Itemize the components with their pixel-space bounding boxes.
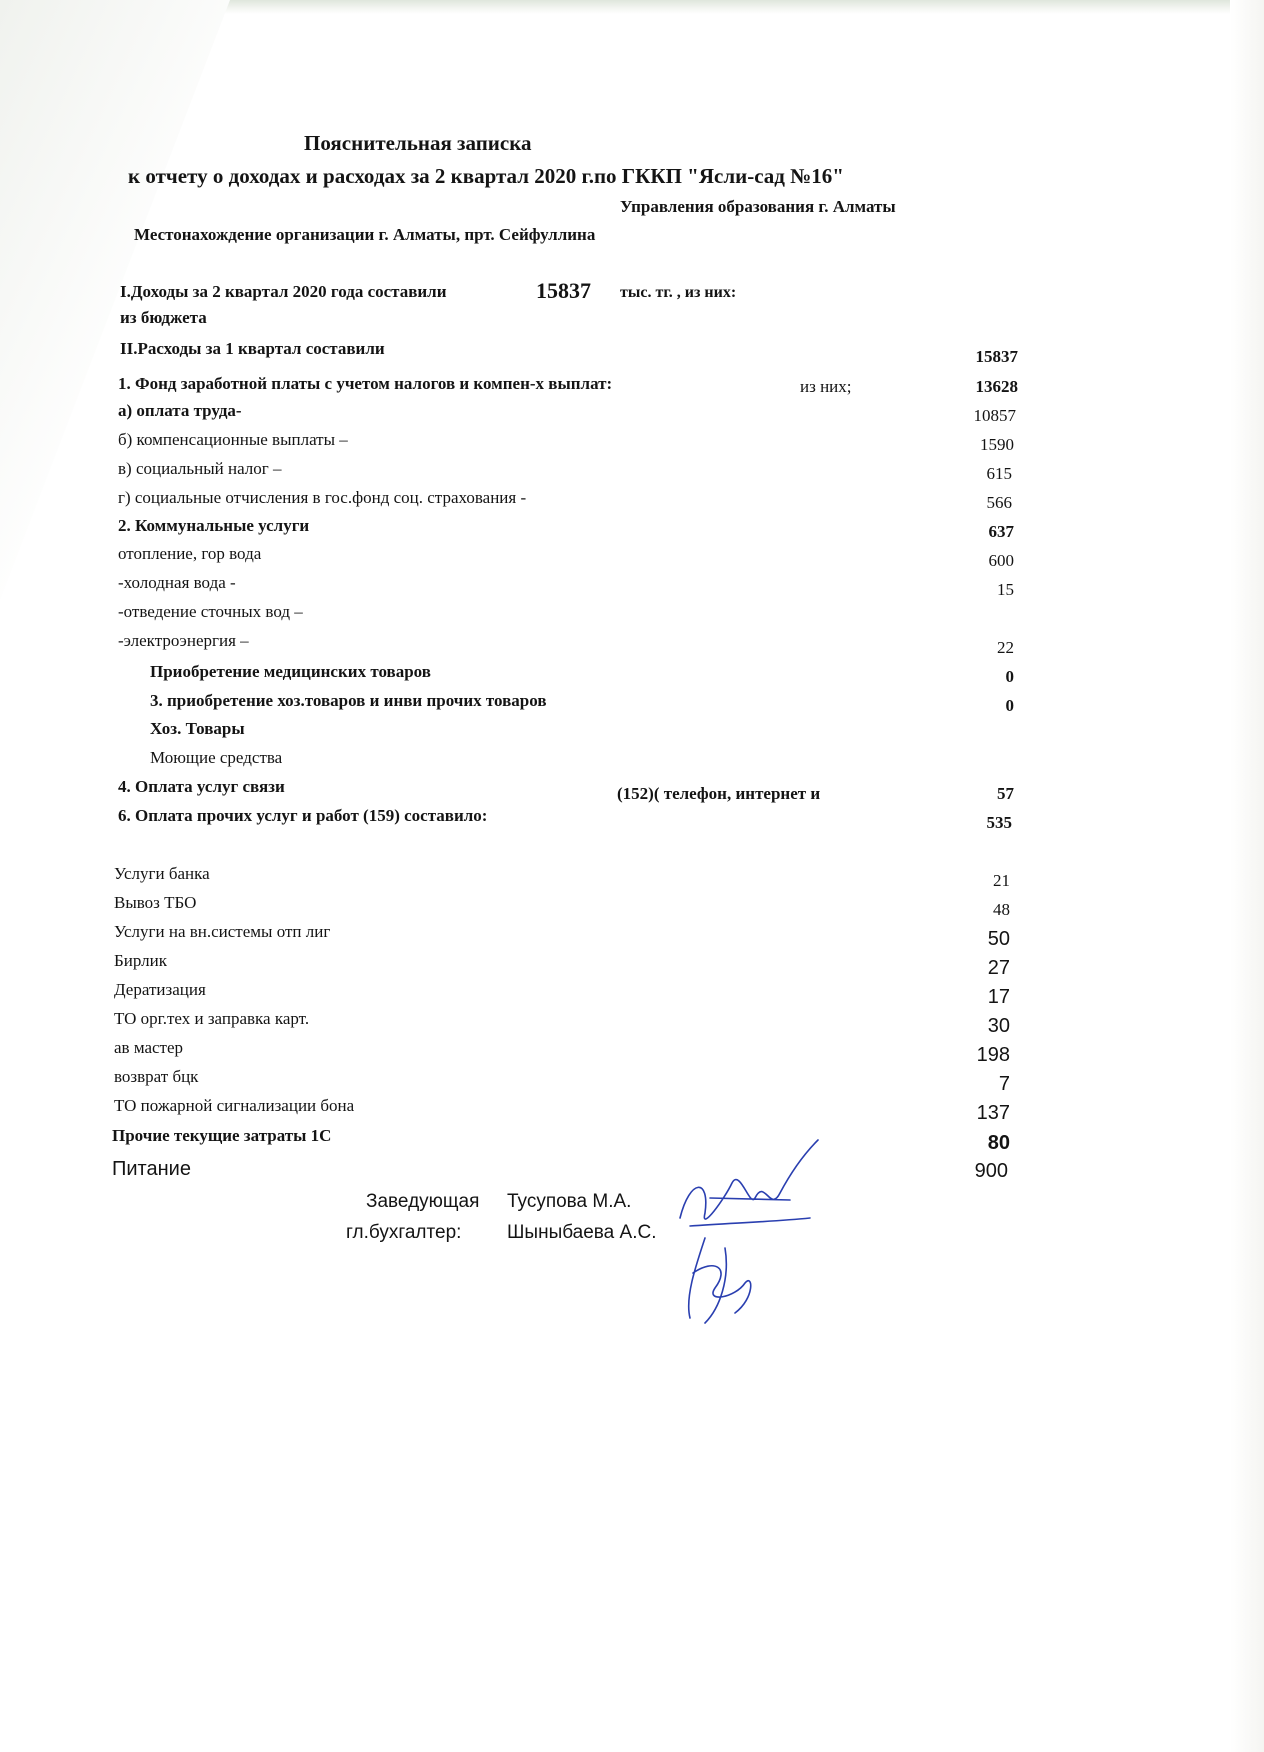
payroll-note: из них; [800, 377, 852, 396]
income-label: I.Доходы за 2 квартал 2020 года составили [120, 282, 447, 301]
document-subtitle: к отчету о доходах и расходах за 2 квартал 2020 г.по ГККП "Ясли-сад №16" [128, 164, 844, 188]
other-item-label: возврат бцк [114, 1067, 199, 1086]
expenses-total-label: II.Расходы за 1 квартал составили [120, 339, 385, 358]
payroll-item-value: 615 [986, 464, 1012, 483]
utilities-item-value: 15 [997, 580, 1014, 599]
utilities-item-label: отопление, гор вода [118, 544, 262, 563]
accountant-name: Шыныбаева А.С. [507, 1222, 657, 1243]
other-item-value: 17 [987, 986, 1010, 1008]
from-budget: из бюджета [120, 308, 207, 327]
comm-value: 57 [997, 784, 1014, 803]
utilities-item-label: -отведение сточных вод – [118, 602, 303, 621]
utilities-item-label: -холодная вода - [118, 573, 236, 592]
payroll-item-value: 10857 [973, 406, 1016, 425]
food-value: 900 [974, 1160, 1008, 1182]
payroll-item-value: 566 [986, 493, 1012, 512]
payroll-value: 13628 [975, 377, 1018, 396]
other-item-value: 198 [976, 1044, 1010, 1066]
other-item-label: Дератизация [114, 980, 206, 999]
utilities-label: 2. Коммунальные услуги [118, 516, 310, 535]
other-item-value: 7 [998, 1073, 1010, 1095]
payroll-item-label: в) социальный налог – [118, 459, 282, 478]
household-value: 0 [1005, 696, 1014, 715]
food-label: Питание [112, 1158, 191, 1180]
utilities-item-value: 600 [988, 551, 1014, 570]
household-sub: Хоз. Товары [150, 719, 245, 738]
other-item-value: 48 [993, 900, 1010, 919]
other-item-value: 21 [993, 871, 1010, 890]
payroll-item-label: г) социальные отчисления в гос.фонд соц. страхования - [118, 488, 527, 507]
other-item-value: 50 [987, 928, 1010, 950]
medical-value: 0 [1005, 667, 1014, 686]
payroll-label: 1. Фонд заработной платы с учетом налогов и компен-х выплат: [118, 374, 613, 393]
medical-label: Приобретение медицинских товаров [150, 662, 431, 681]
accountant-role: гл.бухгалтер: [346, 1222, 462, 1243]
department: Управления образования г. Алматы [620, 197, 896, 216]
other-item-label: ТО пожарной сигнализации бона [114, 1096, 355, 1115]
utilities-item-value: 22 [997, 638, 1014, 657]
other-item-label: ав мастер [114, 1038, 184, 1057]
other-item-label: ТО орг.тех и заправка карт. [114, 1009, 310, 1028]
other-item-value: 30 [987, 1015, 1010, 1037]
payroll-item-value: 1590 [980, 435, 1014, 454]
detergents: Моющие средства [150, 748, 283, 767]
current-costs-value: 80 [987, 1132, 1010, 1154]
current-costs-label: Прочие текущие затраты 1С [112, 1126, 332, 1145]
comm-label: 4. Оплата услуг связи [118, 777, 285, 796]
document-title: Пояснительная записка [304, 131, 532, 155]
comm-note: (152)( телефон, интернет и [617, 784, 821, 803]
income-unit: тыс. тг. , из них: [620, 284, 737, 301]
income-value: 15837 [536, 278, 591, 303]
other-item-label: Вывоз ТБО [114, 893, 197, 912]
location: Местонахождение организации г. Алматы, прт. Сейфуллина [134, 225, 596, 244]
other-item-label: Услуги на вн.системы отп лиг [114, 922, 331, 941]
other-item-label: Услуги банка [114, 864, 210, 883]
head-role: Заведующая [366, 1191, 480, 1212]
payroll-item-label: б) компенсационные выплаты – [118, 430, 348, 449]
utilities-value: 637 [988, 522, 1014, 541]
other-item-value: 27 [987, 957, 1010, 979]
utilities-item-label: -электроэнергия – [118, 631, 249, 650]
other-value: 535 [986, 813, 1012, 832]
household-label: 3. приобретение хоз.товаров и инви прочих товаров [150, 691, 547, 710]
other-item-label: Бирлик [114, 951, 167, 970]
head-name: Тусупова М.А. [507, 1191, 632, 1212]
payroll-item-label: а) оплата труда- [118, 401, 242, 420]
scan-edge [1230, 0, 1264, 1752]
other-item-value: 137 [976, 1102, 1010, 1124]
other-label: 6. Оплата прочих услуг и работ (159) составило: [118, 806, 488, 825]
expenses-total-value: 15837 [975, 347, 1018, 366]
